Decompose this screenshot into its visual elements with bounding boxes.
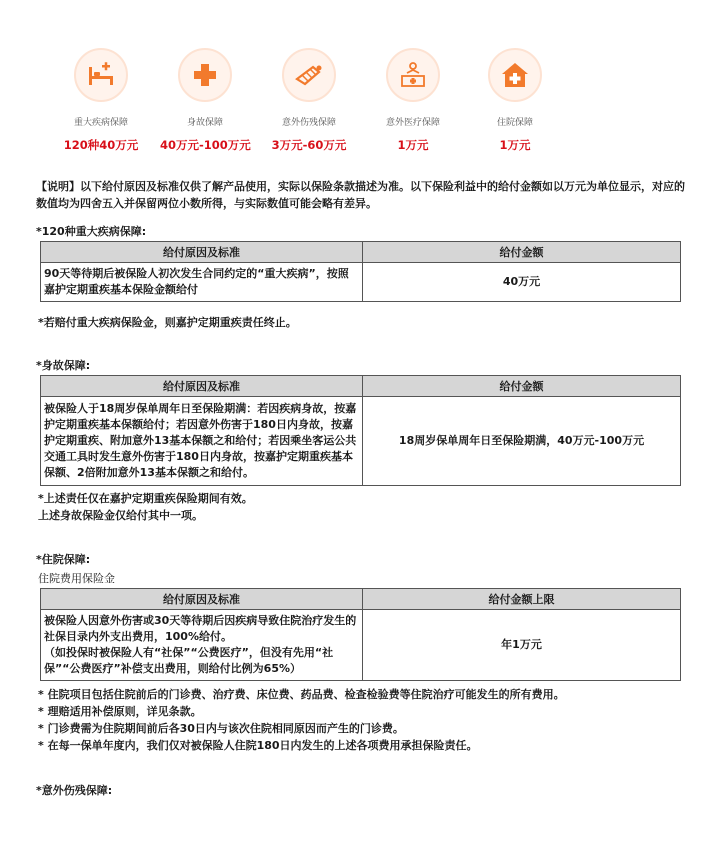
death-footnote-1: *上述责任仅在嘉护定期重疾保险期间有效。 — [38, 492, 253, 505]
hospital-subtitle: 住院费用保险金 — [38, 572, 115, 585]
column-header-reason: 给付原因及标准 — [41, 589, 363, 610]
table-row — [41, 610, 681, 681]
benefit-icon-circle — [282, 48, 336, 102]
column-header-reason: 给付原因及标准 — [41, 376, 363, 397]
arm-cast-icon — [293, 59, 325, 91]
medical-cross-icon — [189, 59, 221, 91]
benefit-amount: 40万元-100万元 — [160, 138, 251, 152]
critical-section-title: *120种重大疾病保障: — [36, 225, 147, 238]
table-header-row — [41, 242, 681, 263]
death-table — [40, 375, 681, 486]
hospital-footnote-3: * 门诊费需为住院期间前后各30日内与该次住院相同原因而产生的门诊费。 — [38, 722, 404, 735]
hospital-footnote-1: * 住院项目包括住院前后的门诊费、治疗费、床位费、药品费、检查检验费等住院治疗可能发生的所有费用。 — [38, 688, 565, 701]
reason-cell: 被保险人因意外伤害或30天等待期后因疾病导致住院治疗发生的社保目录内外支出费用，100%给付。 （如投保时被保险人有“社保”“公费医疗”，但没有先用“社保”“公费医疗”补偿支出费用，则给付比例为65%） — [41, 610, 363, 681]
amount-cell: 年1万元 — [363, 610, 681, 681]
column-header-amount: 给付金额 — [363, 242, 681, 263]
medical-kit-icon — [397, 59, 429, 91]
house-cross-icon — [499, 59, 531, 91]
column-header-reason: 给付原因及标准 — [41, 242, 363, 263]
disability-section-title: *意外伤残保障: — [36, 784, 113, 797]
benefit-hospitalization — [470, 48, 560, 153]
column-header-amount: 给付金额 — [363, 376, 681, 397]
critical-table — [40, 241, 681, 302]
table-header-row — [41, 376, 681, 397]
table-row — [41, 263, 681, 302]
benefit-amount: 120种40万元 — [63, 138, 139, 152]
reason-cell: 90天等待期后被保险人初次发生合同约定的“重大疾病”，按照嘉护定期重疾基本保险金额给付 — [41, 263, 363, 302]
intro-note: 【说明】以下给付原因及标准仅供了解产品使用，实际以保险条款描述为准。以下保险利益中的给付金额如以万元为单位显示，对应的数值均为四舍五入并保留两位小数所得，与实际数值可能会略有差异。 — [36, 180, 685, 210]
column-header-amount: 给付金额上限 — [363, 589, 681, 610]
benefit-accident-medical — [368, 48, 458, 153]
benefit-critical-illness — [56, 48, 146, 153]
hospital-bed-icon — [85, 59, 117, 91]
benefit-name: 重大疾病保障 — [73, 118, 128, 128]
benefit-amount: 1万元 — [499, 138, 531, 152]
benefit-icon-circle — [178, 48, 232, 102]
table-row — [41, 397, 681, 486]
benefit-name: 住院保障 — [496, 118, 533, 128]
hospital-table — [40, 588, 681, 681]
critical-footnote: *若赔付重大疾病保险金，则嘉护定期重疾责任终止。 — [38, 316, 297, 329]
amount-cell: 18周岁保单周年日至保险期满，40万元-100万元 — [363, 397, 681, 486]
benefit-amount: 3万元-60万元 — [271, 138, 347, 152]
benefit-death — [160, 48, 250, 153]
reason-cell: 被保险人于18周岁保单周年日至保险期满：若因疾病身故，按嘉护定期重疾基本保额给付；若因意外伤害于180日内身故，按嘉护定期重疾、附加意外13基本保额之和给付；若因乘坐客运公共交通工具时发生意外伤害于180日内身故，按嘉护定期重疾基本保额、2倍附加意外13基本保额之和给付。 — [41, 397, 363, 486]
benefit-name: 意外医疗保障 — [385, 118, 440, 128]
benefit-accident-disability — [264, 48, 354, 153]
benefit-icon-circle — [386, 48, 440, 102]
amount-cell: 40万元 — [363, 263, 681, 302]
hospital-footnote-4: * 在每一保单年度内，我们仅对被保险人住院180日内发生的上述各项费用承担保险责任。 — [38, 739, 478, 752]
benefit-name: 身故保障 — [186, 118, 223, 128]
benefit-amount: 1万元 — [397, 138, 429, 152]
benefit-icon-circle — [488, 48, 542, 102]
benefits-row — [56, 48, 556, 158]
benefit-name: 意外伤残保障 — [281, 118, 336, 128]
death-footnote-2: 上述身故保险金仅给付其中一项。 — [38, 509, 203, 522]
hospital-footnote-2: * 理赔适用补偿原则，详见条款。 — [38, 705, 202, 718]
benefit-icon-circle — [74, 48, 128, 102]
hospital-section-title: *住院保障: — [36, 553, 91, 566]
death-section-title: *身故保障: — [36, 359, 91, 372]
table-header-row — [41, 589, 681, 610]
